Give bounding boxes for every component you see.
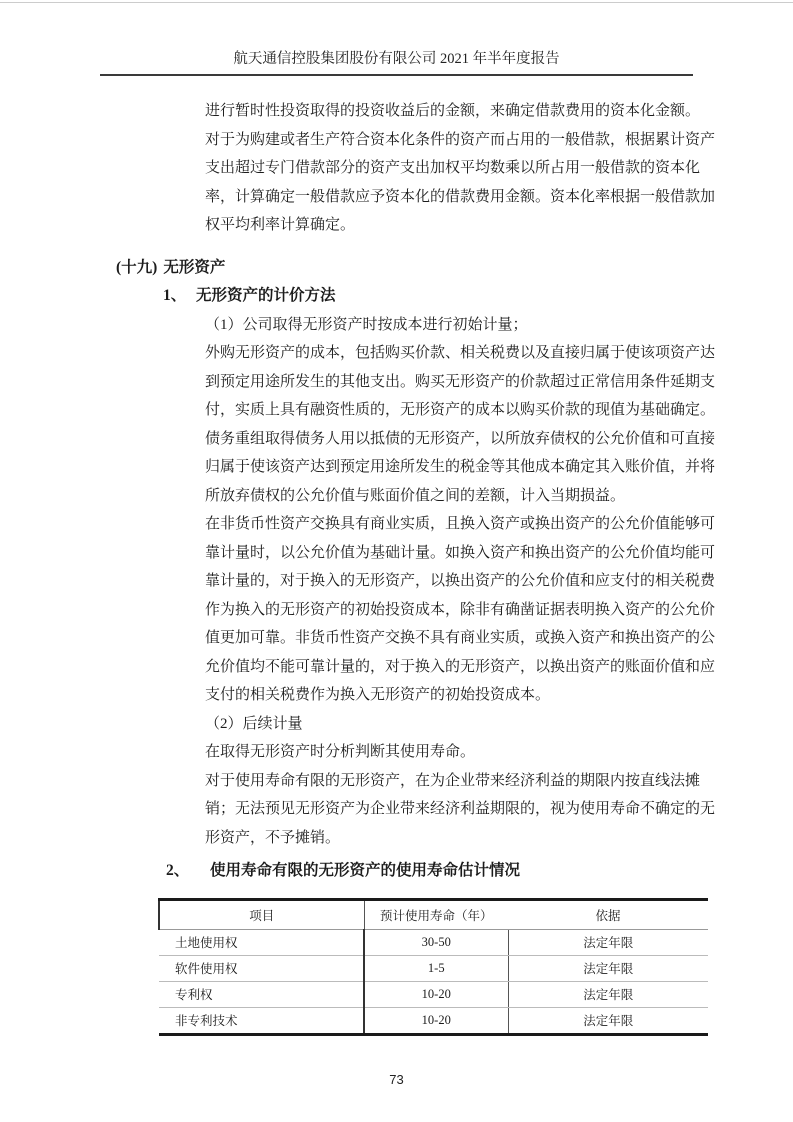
table-header-cell: 项目 [159, 899, 364, 929]
header-rule [100, 74, 693, 76]
table-cell-item: 专利权 [159, 981, 364, 1007]
section-number: (十九) [116, 258, 158, 276]
subsection-heading-2 [166, 857, 793, 886]
table-row [159, 1007, 708, 1034]
table-cell-basis: 法定年限 [508, 929, 708, 955]
subsection-title: 无形资产的计价方法 [196, 287, 336, 304]
useful-life-table [158, 898, 708, 1036]
table-header-cell: 预计使用寿命（年） [364, 899, 508, 929]
text-line: 作为换入的无形资产的初始投资成本，除非有确凿证据表明换入资产的公允价 [205, 601, 716, 618]
text-line: 靠计量的，对于换入的无形资产，以换出资产的公允价值和应支付的相关税费 [205, 573, 716, 589]
page-top-edge-line [0, 2, 793, 3]
text-line: 靠计量时，以公允价值为基础计量。如换入资产和换出资产的公允价值均能可 [205, 544, 716, 561]
table-cell-basis: 法定年限 [508, 955, 708, 981]
text-line: 归属于使该资产达到预定用途所发生的税金等其他成本确定其入账价值，并将 [205, 459, 716, 475]
text-line: 对于使用寿命有限的无形资产，在为企业带来经济利益的期限内按直线法摊 [205, 772, 701, 789]
text-line: 对于为购建或者生产符合资本化条件的资产而占用的一般借款，根据累计资产 [205, 131, 716, 148]
paragraph-borrowing-costs [205, 97, 716, 240]
table-header-cell: 依据 [508, 899, 708, 929]
page-number: 73 [389, 1072, 404, 1087]
subsection-number: 1、 [163, 287, 187, 304]
paragraph-intangible-assets-measurement [205, 311, 716, 853]
table-cell-basis: 法定年限 [508, 981, 708, 1007]
text-line: 支出超过专门借款部分的资产支出加权平均数乘以所占用一般借款的资本化 [205, 160, 701, 176]
page-footer [0, 1072, 793, 1087]
table-cell-useful-life: 1-5 [364, 955, 508, 981]
table-header-row [159, 899, 708, 929]
text-line: 权平均利率计算确定。 [205, 217, 356, 233]
text-line: 付，实质上具有融资性质的，无形资产的成本以购买价款的现值为基础确定。 [205, 402, 716, 418]
text-line: 到预定用途所发生的其他支出。购买无形资产的价款超过正常信用条件延期支 [205, 373, 716, 390]
text-line: 在非货币性资产交换具有商业实质，且换入资产或换出资产的公允价值能够可 [205, 516, 716, 532]
text-line: 所放弃债权的公允价值与账面价值之间的差额，计入当期损益。 [205, 487, 626, 504]
subsection-number: 2、 [166, 862, 190, 879]
text-line: （2）后续计量 [205, 715, 303, 732]
text-line: 外购无形资产的成本，包括购买价款、相关税费以及直接归属于使该项资产达 [205, 345, 716, 361]
table-cell-useful-life: 30-50 [364, 929, 508, 955]
section-title: 无形资产 [163, 258, 226, 276]
table-row [159, 981, 708, 1007]
table-cell-basis: 法定年限 [583, 1014, 634, 1028]
text-line: （1）公司取得无形资产时按成本进行初始计量； [205, 316, 528, 333]
table-cell-item: 非专利技术 [175, 1014, 238, 1028]
subsection-title: 使用寿命有限的无形资产的使用寿命估计情况 [210, 862, 521, 879]
text-line: 形资产，不予摊销。 [205, 829, 341, 846]
table-cell-item: 土地使用权 [159, 929, 364, 955]
table-row [159, 955, 708, 981]
section-heading-19 [116, 254, 793, 283]
text-line: 销；无法预见无形资产为企业带来经济利益期限的，视为使用寿命不确定的无 [205, 801, 716, 817]
subsection-heading-1 [163, 282, 793, 311]
text-line: 支付的相关税费作为换入无形资产的初始投资成本。 [205, 687, 551, 703]
table-cell-useful-life: 10-20 [364, 1007, 508, 1034]
table-cell-useful-life: 10-20 [364, 981, 508, 1007]
report-header-title: 航天通信控股集团股份有限公司 2021 年半年度报告 [233, 51, 560, 67]
text-line: 值更加可靠。非货币性资产交换不具有商业实质，或换入资产和换出资产的公 [205, 630, 716, 646]
text-line: 允价值均不能可靠计量的，对于换入的无形资产，以换出资产的账面价值和应 [205, 658, 716, 675]
table-row [159, 929, 708, 955]
text-line: 进行暂时性投资取得的投资收益后的金额，来确定借款费用的资本化金额。 [205, 103, 701, 119]
text-line: 债务重组取得债务人用以抵债的无形资产，以所放弃债权的公允价值和可直接 [205, 430, 716, 447]
text-line: 率，计算确定一般借款应予资本化的借款费用金额。资本化率根据一般借款加 [205, 188, 716, 205]
table-cell-item: 软件使用权 [159, 955, 364, 981]
text-line: 在取得无形资产时分析判断其使用寿命。 [205, 744, 476, 760]
